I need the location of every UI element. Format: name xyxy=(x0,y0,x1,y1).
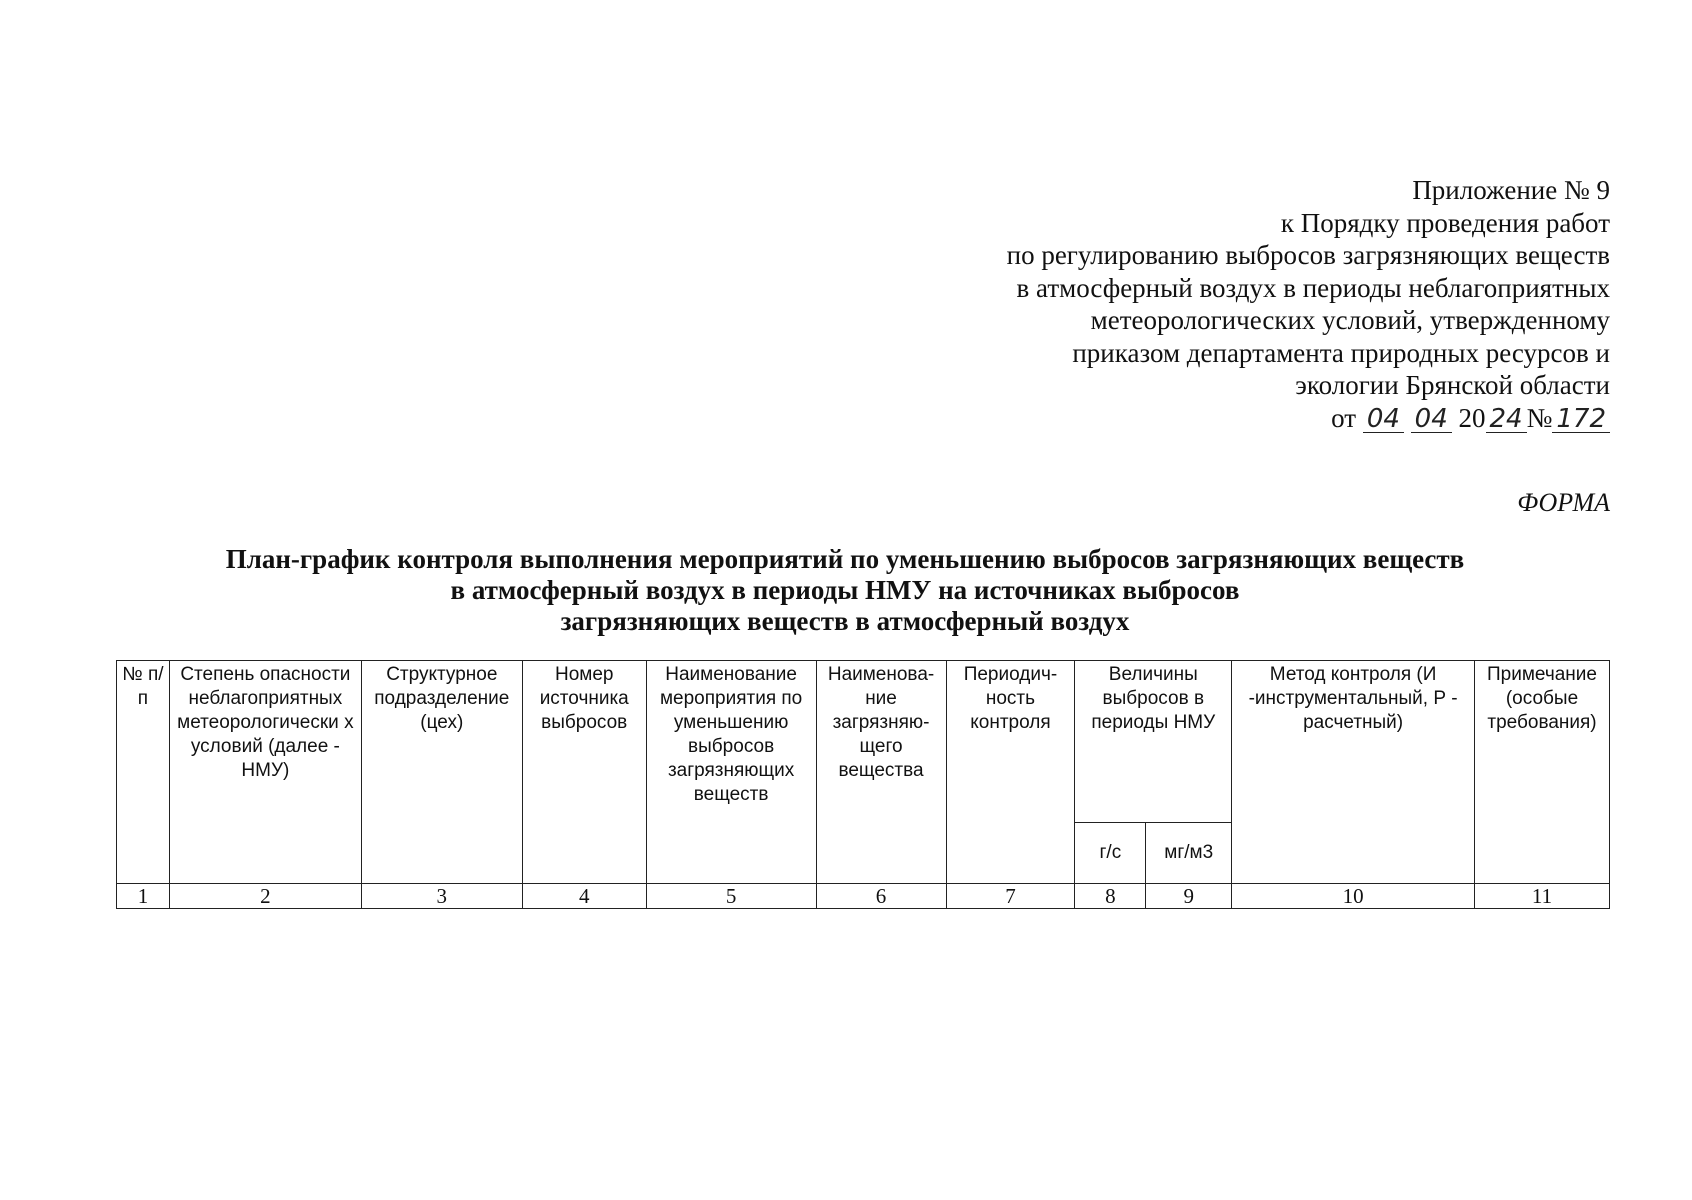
header-cell-control-frequency: Периодич-ность контроля xyxy=(946,661,1075,884)
column-number-cell: 8 xyxy=(1075,884,1146,909)
appendix-line: приказом департамента природных ресурсов и xyxy=(1072,337,1610,368)
appendix-line: в атмосферный воздух в периоды неблагоприятных xyxy=(1016,272,1610,303)
title-line: в атмосферный воздух в периоды НМУ на источниках выбросов xyxy=(450,575,1240,605)
column-number-cell: 1 xyxy=(117,884,170,909)
order-date-line xyxy=(850,402,1610,435)
form-label: ФОРМА xyxy=(1517,488,1610,517)
handwritten-day: 04 xyxy=(1363,406,1404,433)
header-cell-number: № п/п xyxy=(117,661,170,884)
column-number-cell: 4 xyxy=(522,884,646,909)
header-cell-division: Структурное подразделение (цех) xyxy=(361,661,522,884)
date-year-printed: 20 xyxy=(1458,402,1486,433)
handwritten-order-number: 172 xyxy=(1552,406,1610,433)
subheader-cell-mg-per-m3: мг/м3 xyxy=(1146,823,1232,884)
number-sign: № xyxy=(1526,402,1553,433)
appendix-line: по регулированию выбросов загрязняющих веществ xyxy=(1006,240,1610,270)
table-header-row xyxy=(117,661,1610,823)
appendix-block xyxy=(850,174,1610,434)
header-cell-substance-name: Наименова-ние загрязняю-щего вещества xyxy=(816,661,946,884)
column-number-cell: 6 xyxy=(816,884,946,909)
title-line: План-график контроля выполнения мероприятий по уменьшению выбросов загрязняющих веществ xyxy=(225,544,1465,574)
handwritten-month: 04 xyxy=(1411,406,1452,433)
appendix-line: Приложение № 9 xyxy=(1412,175,1610,205)
appendix-line: экологии Брянской области xyxy=(1295,370,1610,400)
column-number-cell: 9 xyxy=(1146,884,1232,909)
header-cell-source-number: Номер источника выбросов xyxy=(522,661,646,884)
header-cell-hazard-degree: Степень опасности неблагоприятных метеорологически х условий (далее - НМУ) xyxy=(169,661,361,884)
column-number-cell: 3 xyxy=(361,884,522,909)
column-number-cell: 2 xyxy=(169,884,361,909)
header-cell-control-method: Метод контроля (И -инструментальный, Р - расчетный) xyxy=(1232,661,1475,884)
header-cell-emission-values: Величины выбросов в периоды НМУ xyxy=(1075,661,1232,823)
subheader-cell-g-per-s: г/с xyxy=(1075,823,1146,884)
appendix-line: метеорологических условий, утвержденному xyxy=(1090,305,1610,335)
date-prefix: от xyxy=(1331,402,1357,433)
document-title xyxy=(180,544,1510,637)
appendix-line: к Порядку проведения работ xyxy=(1280,207,1610,238)
column-number-cell: 5 xyxy=(646,884,816,909)
column-number-cell: 7 xyxy=(946,884,1075,909)
title-line: загрязняющих веществ в атмосферный воздух xyxy=(560,606,1130,636)
column-number-cell: 11 xyxy=(1475,884,1610,909)
plan-schedule-table xyxy=(116,660,1610,909)
handwritten-year: 24 xyxy=(1486,406,1527,433)
header-cell-note: Примечание (особые требования) xyxy=(1475,661,1610,884)
header-cell-measure-name: Наименование мероприятия по уменьшению выбросов загрязняющих веществ xyxy=(646,661,816,884)
column-number-row xyxy=(117,884,1610,909)
column-number-cell: 10 xyxy=(1232,884,1475,909)
